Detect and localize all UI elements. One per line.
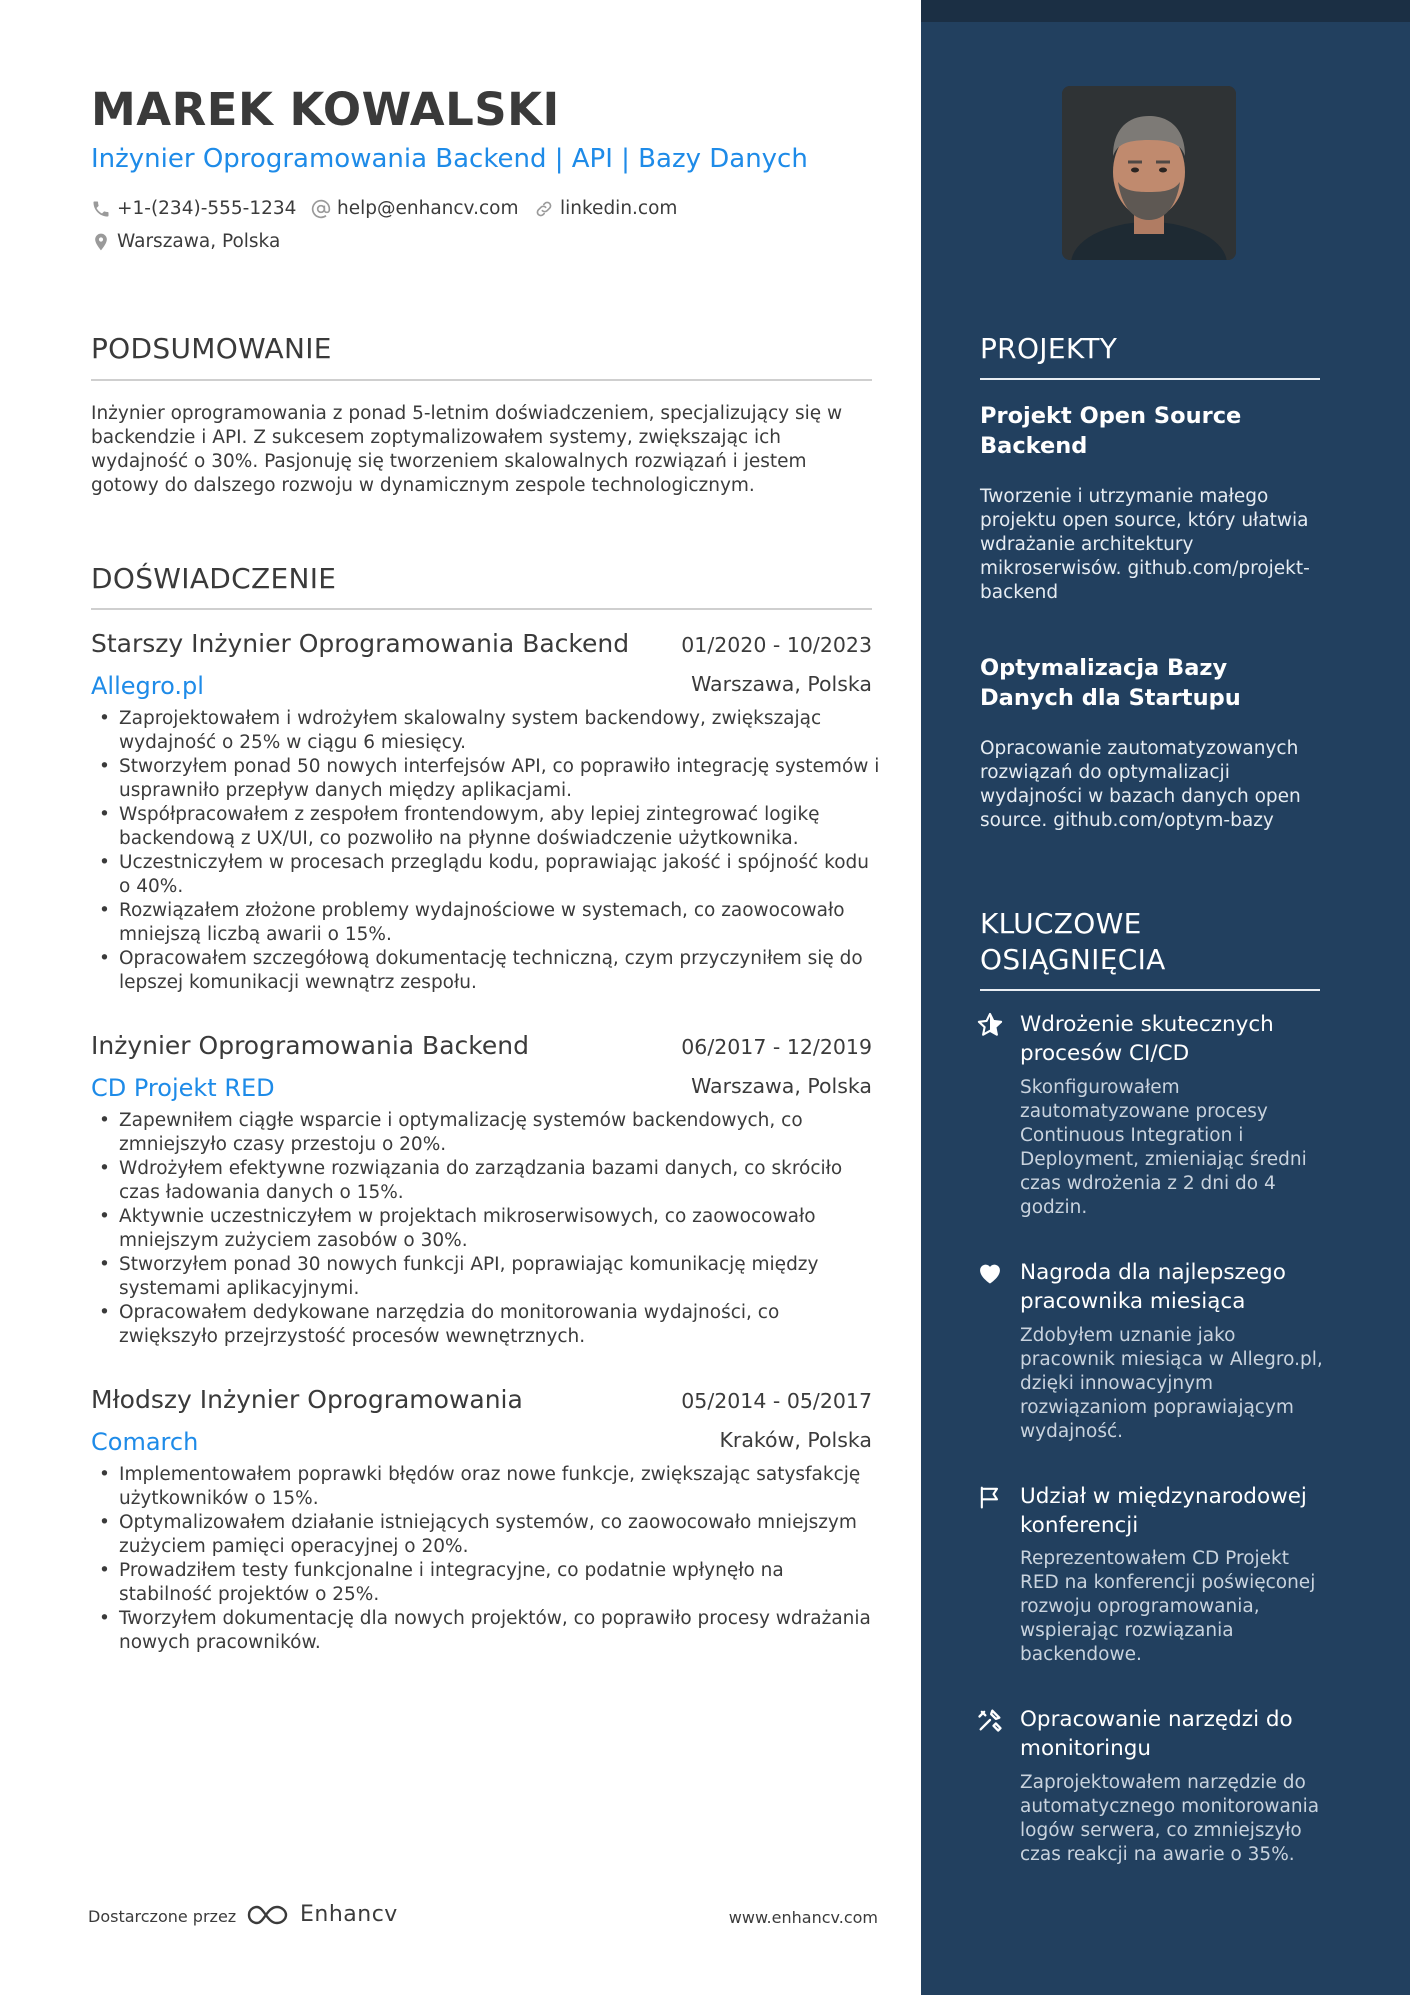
heart-icon bbox=[976, 1259, 1004, 1287]
bullet-item: • Prowadziłem testy funkcjonalne i integracyjne, co podatnie wpłynęło na stabilność projektów o 25%. bbox=[91, 1559, 881, 1607]
project-title: Projekt Open Source Backend bbox=[980, 403, 1242, 459]
link-icon bbox=[534, 199, 554, 219]
enhancv-logo[interactable] bbox=[246, 1900, 398, 1930]
star-icon bbox=[976, 1011, 1004, 1039]
achievements-title: KLUCZOWE OSIĄGNIĘCIA bbox=[980, 907, 1166, 976]
job-location: Warszawa, Polska bbox=[691, 672, 872, 696]
bullet-item: • Rozwiązałem złożone problemy wydajnościowe w systemach, co zaowocowało mniejszą liczbą awarii o 15%. bbox=[91, 899, 881, 947]
flag-icon bbox=[976, 1483, 1004, 1511]
job-title: Inżynier Oprogramowania Backend bbox=[91, 1031, 529, 1060]
project-description: Tworzenie i utrzymanie małego projektu open source, który ułatwia wdrażanie architektury mikroserwisów. github.com/projekt-backend bbox=[980, 486, 1310, 603]
location-text: Warszawa, Polska bbox=[117, 231, 281, 252]
job-dates: 05/2014 - 05/2017 bbox=[681, 1389, 872, 1413]
job-bullets bbox=[91, 1109, 881, 1349]
contact-linkedin[interactable] bbox=[534, 197, 677, 221]
bullet-item: • Stworzyłem ponad 50 nowych interfejsów API, co poprawiło integrację systemów i usprawniło przepływ danych między aplikacjami. bbox=[91, 755, 881, 803]
enhancv-logo-icon bbox=[246, 1901, 292, 1929]
headline: Inżynier Oprogramowania Backend | API | Bazy Danych bbox=[91, 144, 808, 174]
bullet-item: • Opracowałem szczegółową dokumentację techniczną, czym przyczyniłem się do lepszej komunikacji wewnątrz zespołu. bbox=[91, 947, 881, 995]
summary-text: Inżynier oprogramowania z ponad 5-letnim doświadczeniem, specjalizujący się w backendzie i API. Z sukcesem zoptymalizowałem systemy, zwiększając ich wydajność o 30%. Pasjonuję się tworzeniem skalowalnych rozwiązań i jestem gotowy do dalszego rozwoju w dynamicznym zespole technologicznym. bbox=[91, 403, 843, 496]
job-company[interactable]: CD Projekt RED bbox=[91, 1074, 275, 1102]
project-title: Optymalizacja Bazy Danych dla Startupu bbox=[980, 655, 1241, 711]
profile-photo-image bbox=[1062, 86, 1236, 260]
job-bullets bbox=[91, 707, 881, 995]
achievement-title: Nagroda dla najlepszego pracownika miesiąca bbox=[1020, 1260, 1286, 1314]
achievement-description: Zaprojektowałem narzędzie do automatycznego monitorowania logów serwera, co zmniejszyło czas reakcji na awarie o 35%. bbox=[1020, 1772, 1320, 1865]
email-text[interactable]: help@enhancv.com bbox=[337, 198, 519, 219]
project-description: Opracowanie zautomatyzowanych rozwiązań do optymalizacji wydajności w bazach danych open source. github.com/optym-bazy bbox=[980, 738, 1301, 831]
job-company[interactable]: Comarch bbox=[91, 1428, 199, 1456]
projects-divider bbox=[980, 378, 1320, 380]
achievement-title: Opracowanie narzędzi do monitoringu bbox=[1020, 1707, 1293, 1761]
achievement-title: Udział w międzynarodowej konferencji bbox=[1020, 1484, 1307, 1538]
job-bullets bbox=[91, 1463, 881, 1655]
bullet-item: • Zaprojektowałem i wdrożyłem skalowalny system backendowy, zwiększając wydajność o 25% w ciągu 6 miesięcy. bbox=[91, 707, 881, 755]
bullet-item: • Współpracowałem z zespołem frontendowym, aby lepiej zintegrować logikę backendową z UX/UI, co pozwoliło na płynne doświadczenie użytkownika. bbox=[91, 803, 881, 851]
footer-url[interactable]: www.enhancv.com bbox=[728, 1908, 878, 1927]
experience-title: DOŚWIADCZENIE bbox=[91, 562, 337, 595]
bullet-item: • Implementowałem poprawki błędów oraz nowe funkcje, zwiększając satysfakcję użytkowników o 15%. bbox=[91, 1463, 881, 1511]
experience-divider bbox=[91, 608, 872, 610]
profile-photo bbox=[1062, 86, 1236, 260]
bullet-item: • Uczestniczyłem w procesach przeglądu kodu, poprawiając jakość i spójność kodu o 40%. bbox=[91, 851, 881, 899]
sidebar-top-bar bbox=[921, 0, 1410, 22]
bullet-item: • Stworzyłem ponad 30 nowych funkcji API, poprawiając komunikację między systemami aplikacyjnymi. bbox=[91, 1253, 881, 1301]
candidate-name: MAREK KOWALSKI bbox=[91, 83, 560, 136]
contact-email[interactable] bbox=[311, 197, 518, 221]
bullet-item: • Opracowałem dedykowane narzędzia do monitorowania wydajności, co zwiększyło przejrzystość procesów wewnętrznych. bbox=[91, 1301, 881, 1349]
enhancv-logo-text: Enhancv bbox=[300, 1902, 398, 1927]
at-icon bbox=[311, 199, 331, 219]
sidebar bbox=[921, 0, 1410, 1995]
achievement-description: Skonfigurowałem zautomatyzowane procesy Continuous Integration i Deployment, zmieniając średni czas wdrożenia z 2 dni do 4 godzin. bbox=[1020, 1077, 1307, 1218]
location-pin-icon bbox=[91, 232, 111, 252]
projects-title: PROJEKTY bbox=[980, 332, 1118, 365]
job-dates: 01/2020 - 10/2023 bbox=[681, 633, 872, 657]
phone-text: +1-(234)-555-1234 bbox=[117, 198, 297, 219]
summary-divider bbox=[91, 379, 872, 381]
job-title: Starszy Inżynier Oprogramowania Backend bbox=[91, 629, 630, 658]
bullet-item: • Zapewniłem ciągłe wsparcie i optymalizację systemów backendowych, co zmniejszyło czasy przestoju o 20%. bbox=[91, 1109, 881, 1157]
achievement-description: Zdobyłem uznanie jako pracownik miesiąca w Allegro.pl, dzięki innowacyjnym rozwiązaniom poprawiającym wydajność. bbox=[1020, 1325, 1323, 1442]
achievement-description: Reprezentowałem CD Projekt RED na konferencji poświęconej rozwoju oprogramowania, wspierając rozwiązania backendowe. bbox=[1020, 1548, 1316, 1665]
footer-label: Dostarczone przez bbox=[88, 1907, 237, 1926]
achievements-divider bbox=[980, 989, 1320, 991]
job-location: Kraków, Polska bbox=[719, 1428, 872, 1452]
job-company[interactable]: Allegro.pl bbox=[91, 672, 204, 700]
linkedin-text[interactable]: linkedin.com bbox=[560, 198, 678, 219]
bullet-item: • Aktywnie uczestniczyłem w projektach mikroserwisowych, co zaowocowało mniejszym zużyciem zasobów o 30%. bbox=[91, 1205, 881, 1253]
job-dates: 06/2017 - 12/2019 bbox=[681, 1035, 872, 1059]
achievement-title: Wdrożenie skutecznych procesów CI/CD bbox=[1020, 1012, 1274, 1066]
contact-phone bbox=[91, 197, 296, 221]
summary-title: PODSUMOWANIE bbox=[91, 332, 332, 365]
tools-icon bbox=[976, 1706, 1004, 1734]
phone-icon bbox=[91, 199, 111, 219]
job-location: Warszawa, Polska bbox=[691, 1074, 872, 1098]
contact-location bbox=[91, 230, 280, 254]
bullet-item: • Tworzyłem dokumentację dla nowych projektów, co poprawiło procesy wdrażania nowych pracowników. bbox=[91, 1607, 881, 1655]
bullet-item: • Optymalizowałem działanie istniejących systemów, co zaowocowało mniejszym zużyciem pamięci operacyjnej o 20%. bbox=[91, 1511, 881, 1559]
job-title: Młodszy Inżynier Oprogramowania bbox=[91, 1385, 523, 1414]
bullet-item: • Wdrożyłem efektywne rozwiązania do zarządzania bazami danych, co skróciło czas ładowania danych o 15%. bbox=[91, 1157, 881, 1205]
